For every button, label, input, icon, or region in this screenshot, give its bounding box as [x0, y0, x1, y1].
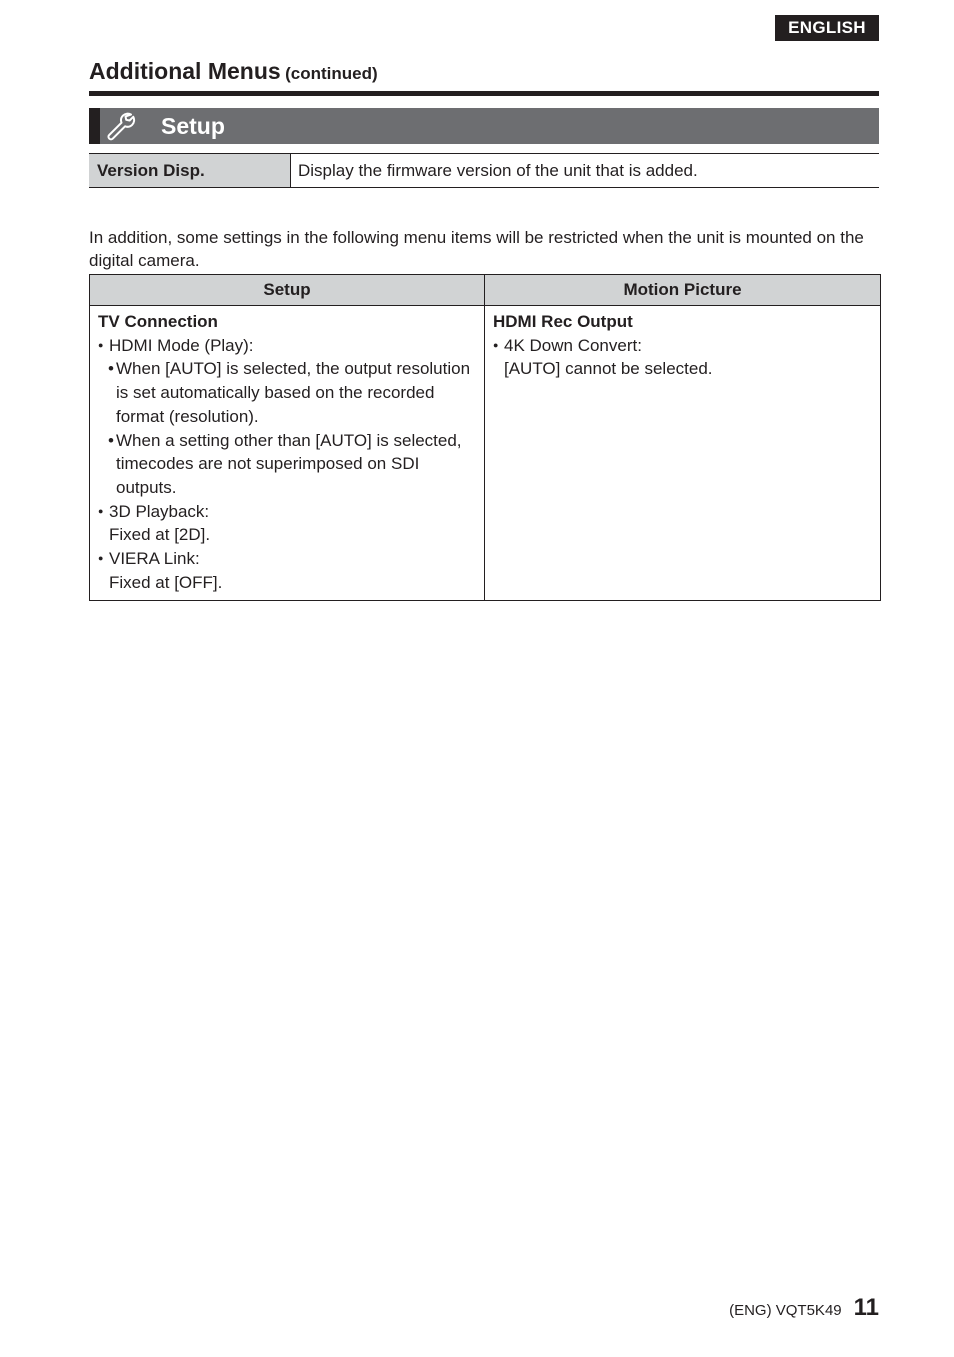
- page-footer: [729, 1294, 879, 1322]
- page-number: 11: [853, 1294, 879, 1321]
- page-title-continued: (continued): [285, 64, 378, 83]
- playback-3d-value: Fixed at [2D].: [109, 525, 211, 545]
- page-header: [89, 58, 879, 96]
- hdmi-mode-note-other: • When a setting other than [AUTO] is selected, timecodes are not superimposed on SDI outputs.: [98, 429, 476, 500]
- hdmi-mode-item: ● HDMI Mode (Play):: [98, 334, 476, 358]
- tv-connection-heading: TV Connection: [98, 312, 218, 331]
- motion-picture-restrictions-cell: [485, 306, 880, 600]
- hdmi-rec-output-heading: HDMI Rec Output: [493, 312, 633, 331]
- language-badge: ENGLISH: [775, 15, 879, 41]
- wrench-icon: [104, 110, 136, 142]
- viera-link-item: ● VIERA Link:: [98, 547, 476, 571]
- document-code: (ENG) VQT5K49: [729, 1302, 842, 1319]
- setup-restrictions-cell: [90, 306, 485, 600]
- version-disp-description: Display the firmware version of the unit that is added.: [298, 160, 698, 180]
- version-disp-row: [89, 153, 879, 188]
- column-header-setup: Setup: [90, 275, 485, 306]
- down-convert-item: ● 4K Down Convert:: [493, 334, 872, 358]
- section-bar-setup: [89, 108, 879, 144]
- viera-link-value: Fixed at [OFF].: [109, 572, 223, 592]
- playback-3d-item: ● 3D Playback:: [98, 500, 476, 524]
- intro-paragraph: In addition, some settings in the following menu items will be restricted when the unit is mounted on the digital camera.: [89, 228, 864, 270]
- hdmi-mode-note-auto: • When [AUTO] is selected, the output resolution is set automatically based on the recorded format (resolution).: [98, 357, 476, 428]
- down-convert-value: [AUTO] cannot be selected.: [504, 359, 713, 379]
- section-title: Setup: [161, 112, 225, 139]
- column-header-motion-picture: Motion Picture: [485, 275, 880, 306]
- page-title: Additional Menus: [89, 58, 281, 84]
- version-disp-label: Version Disp.: [89, 154, 291, 187]
- restrictions-table: [89, 274, 881, 601]
